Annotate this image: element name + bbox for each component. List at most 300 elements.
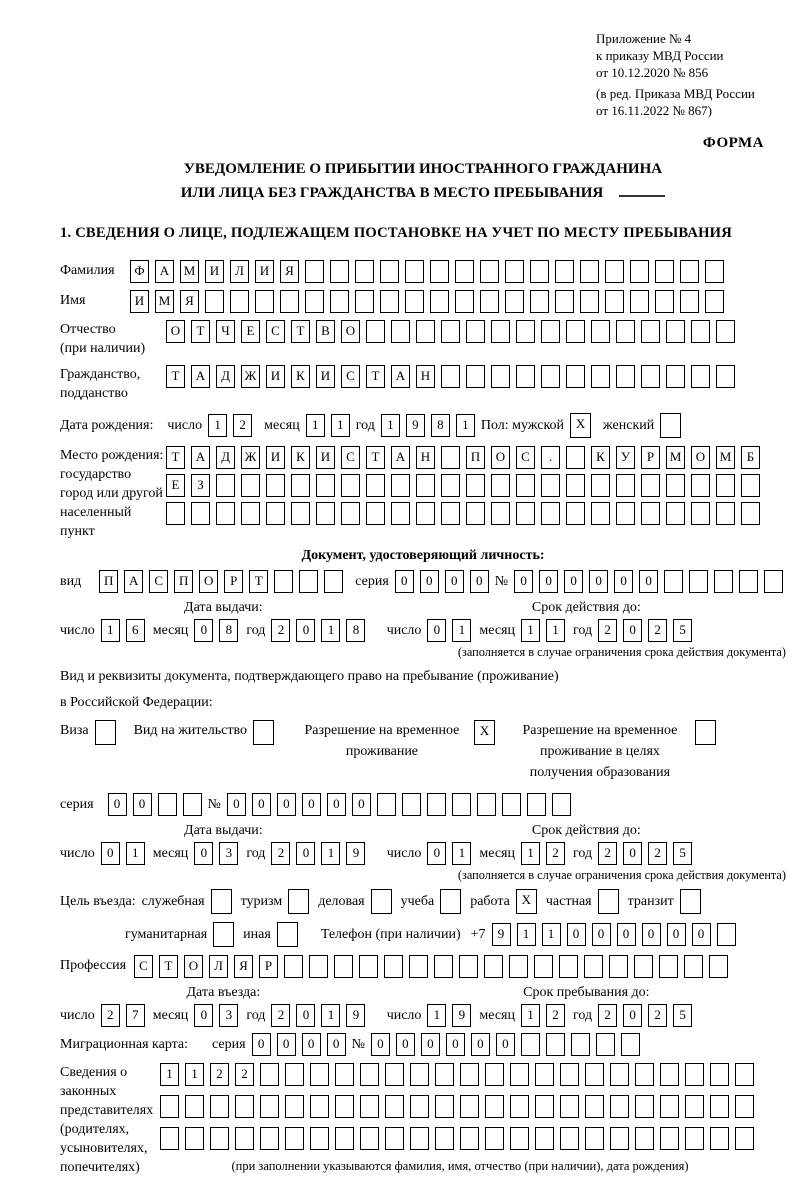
char-cell[interactable] (305, 260, 324, 283)
char-cell[interactable] (441, 365, 460, 388)
char-cell[interactable] (380, 290, 399, 313)
char-cell[interactable]: 3 (219, 1004, 238, 1027)
char-cell[interactable] (459, 955, 478, 978)
char-cell[interactable] (235, 1127, 254, 1150)
char-cell[interactable] (435, 1127, 454, 1150)
char-cell[interactable] (635, 1063, 654, 1086)
char-cell[interactable] (466, 320, 485, 343)
char-cell[interactable]: М (666, 446, 685, 469)
char-cell[interactable]: П (466, 446, 485, 469)
char-cell[interactable]: 0 (667, 923, 686, 946)
char-cell[interactable] (560, 1127, 579, 1150)
char-cell[interactable]: И (316, 365, 335, 388)
char-cell[interactable] (435, 1095, 454, 1118)
char-cell[interactable]: 2 (648, 1004, 667, 1027)
char-cell[interactable] (360, 1063, 379, 1086)
char-cell[interactable] (477, 793, 496, 816)
char-cell[interactable]: К (291, 365, 310, 388)
char-cell[interactable] (684, 955, 703, 978)
residence-permit-checkbox[interactable] (253, 720, 274, 745)
char-cell[interactable] (630, 290, 649, 313)
char-cell[interactable] (405, 260, 424, 283)
char-cell[interactable] (616, 320, 635, 343)
char-cell[interactable]: 1 (546, 619, 565, 642)
char-cell[interactable] (310, 1095, 329, 1118)
char-cell[interactable]: 2 (598, 619, 617, 642)
char-cell[interactable] (566, 320, 585, 343)
char-cell[interactable] (666, 502, 685, 525)
char-cell[interactable]: 0 (302, 1033, 321, 1056)
char-cell[interactable] (266, 474, 285, 497)
char-cell[interactable] (541, 502, 560, 525)
char-cell[interactable]: А (155, 260, 174, 283)
char-cell[interactable] (705, 290, 724, 313)
char-cell[interactable]: Н (416, 365, 435, 388)
char-cell[interactable]: 0 (514, 570, 533, 593)
char-cell[interactable] (735, 1127, 754, 1150)
char-cell[interactable] (605, 260, 624, 283)
char-cell[interactable]: 2 (546, 842, 565, 865)
char-cell[interactable]: 0 (396, 1033, 415, 1056)
char-cell[interactable]: Н (416, 446, 435, 469)
char-cell[interactable]: П (99, 570, 118, 593)
char-cell[interactable] (546, 1033, 565, 1056)
char-cell[interactable] (183, 793, 202, 816)
purpose-private-checkbox[interactable] (598, 889, 619, 914)
char-cell[interactable]: Т (291, 320, 310, 343)
char-cell[interactable] (555, 260, 574, 283)
char-cell[interactable]: 0 (327, 1033, 346, 1056)
char-cell[interactable] (391, 320, 410, 343)
char-cell[interactable] (585, 1127, 604, 1150)
char-cell[interactable] (305, 290, 324, 313)
char-cell[interactable] (541, 474, 560, 497)
char-cell[interactable]: 0 (623, 842, 642, 865)
char-cell[interactable] (510, 1095, 529, 1118)
char-cell[interactable]: Ж (241, 365, 260, 388)
char-cell[interactable]: 0 (539, 570, 558, 593)
char-cell[interactable] (585, 1095, 604, 1118)
temp-residence-checkbox[interactable]: X (474, 720, 495, 745)
char-cell[interactable] (635, 1127, 654, 1150)
purpose-transit-checkbox[interactable] (680, 889, 701, 914)
char-cell[interactable] (714, 570, 733, 593)
char-cell[interactable]: 0 (194, 1004, 213, 1027)
char-cell[interactable] (255, 290, 274, 313)
char-cell[interactable] (316, 502, 335, 525)
char-cell[interactable] (341, 502, 360, 525)
purpose-study-checkbox[interactable] (440, 889, 461, 914)
char-cell[interactable]: А (391, 365, 410, 388)
char-cell[interactable] (455, 290, 474, 313)
char-cell[interactable] (716, 365, 735, 388)
char-cell[interactable]: 1 (331, 414, 350, 437)
char-cell[interactable]: 1 (456, 414, 475, 437)
char-cell[interactable] (616, 474, 635, 497)
char-cell[interactable] (241, 502, 260, 525)
char-cell[interactable]: 0 (296, 842, 315, 865)
char-cell[interactable]: Ж (241, 446, 260, 469)
char-cell[interactable]: 0 (642, 923, 661, 946)
char-cell[interactable] (402, 793, 421, 816)
char-cell[interactable] (441, 446, 460, 469)
char-cell[interactable]: 9 (452, 1004, 471, 1027)
char-cell[interactable] (716, 502, 735, 525)
char-cell[interactable]: 0 (296, 1004, 315, 1027)
char-cell[interactable] (385, 1127, 404, 1150)
char-cell[interactable] (664, 570, 683, 593)
char-cell[interactable] (480, 290, 499, 313)
char-cell[interactable] (709, 955, 728, 978)
char-cell[interactable] (516, 502, 535, 525)
char-cell[interactable] (555, 290, 574, 313)
char-cell[interactable]: Д (216, 446, 235, 469)
char-cell[interactable]: 0 (614, 570, 633, 593)
char-cell[interactable]: Т (166, 446, 185, 469)
char-cell[interactable] (260, 1095, 279, 1118)
char-cell[interactable] (191, 502, 210, 525)
char-cell[interactable]: 2 (210, 1063, 229, 1086)
char-cell[interactable]: 0 (252, 1033, 271, 1056)
char-cell[interactable] (605, 290, 624, 313)
char-cell[interactable]: И (316, 446, 335, 469)
char-cell[interactable] (416, 502, 435, 525)
char-cell[interactable] (466, 365, 485, 388)
char-cell[interactable]: А (191, 365, 210, 388)
char-cell[interactable]: М (180, 260, 199, 283)
char-cell[interactable] (341, 474, 360, 497)
char-cell[interactable] (735, 1063, 754, 1086)
char-cell[interactable]: О (184, 955, 203, 978)
char-cell[interactable] (299, 570, 318, 593)
char-cell[interactable] (710, 1063, 729, 1086)
char-cell[interactable]: О (691, 446, 710, 469)
char-cell[interactable]: 0 (471, 1033, 490, 1056)
char-cell[interactable]: 0 (327, 793, 346, 816)
char-cell[interactable] (416, 474, 435, 497)
char-cell[interactable] (216, 502, 235, 525)
char-cell[interactable]: 2 (648, 842, 667, 865)
char-cell[interactable] (166, 502, 185, 525)
char-cell[interactable] (160, 1127, 179, 1150)
char-cell[interactable] (716, 320, 735, 343)
char-cell[interactable]: 2 (648, 619, 667, 642)
char-cell[interactable] (205, 290, 224, 313)
char-cell[interactable] (510, 1063, 529, 1086)
char-cell[interactable]: 0 (592, 923, 611, 946)
char-cell[interactable]: С (341, 446, 360, 469)
char-cell[interactable] (580, 260, 599, 283)
char-cell[interactable] (430, 290, 449, 313)
char-cell[interactable] (485, 1095, 504, 1118)
char-cell[interactable]: 9 (346, 842, 365, 865)
char-cell[interactable]: Л (230, 260, 249, 283)
char-cell[interactable] (741, 502, 760, 525)
char-cell[interactable] (324, 570, 343, 593)
char-cell[interactable]: 1 (208, 414, 227, 437)
char-cell[interactable] (641, 474, 660, 497)
char-cell[interactable] (560, 1095, 579, 1118)
char-cell[interactable]: . (541, 446, 560, 469)
char-cell[interactable] (355, 260, 374, 283)
char-cell[interactable]: 1 (306, 414, 325, 437)
char-cell[interactable] (460, 1063, 479, 1086)
char-cell[interactable] (335, 1127, 354, 1150)
char-cell[interactable] (185, 1095, 204, 1118)
char-cell[interactable] (580, 290, 599, 313)
char-cell[interactable] (716, 474, 735, 497)
char-cell[interactable] (535, 1095, 554, 1118)
char-cell[interactable] (366, 502, 385, 525)
char-cell[interactable] (591, 502, 610, 525)
char-cell[interactable]: 1 (452, 842, 471, 865)
purpose-official-checkbox[interactable] (211, 889, 232, 914)
char-cell[interactable]: Т (159, 955, 178, 978)
char-cell[interactable]: Т (166, 365, 185, 388)
char-cell[interactable]: С (266, 320, 285, 343)
char-cell[interactable] (284, 955, 303, 978)
char-cell[interactable] (764, 570, 783, 593)
gender-female-checkbox[interactable] (660, 413, 681, 438)
char-cell[interactable] (377, 793, 396, 816)
char-cell[interactable] (335, 1063, 354, 1086)
char-cell[interactable] (366, 474, 385, 497)
char-cell[interactable] (596, 1033, 615, 1056)
char-cell[interactable] (260, 1063, 279, 1086)
char-cell[interactable]: 0 (108, 793, 127, 816)
char-cell[interactable] (484, 955, 503, 978)
char-cell[interactable]: К (591, 446, 610, 469)
char-cell[interactable]: Т (249, 570, 268, 593)
char-cell[interactable] (310, 1127, 329, 1150)
char-cell[interactable]: 0 (194, 842, 213, 865)
char-cell[interactable]: О (199, 570, 218, 593)
char-cell[interactable] (510, 1127, 529, 1150)
char-cell[interactable] (466, 502, 485, 525)
char-cell[interactable]: О (341, 320, 360, 343)
char-cell[interactable] (655, 290, 674, 313)
char-cell[interactable] (485, 1127, 504, 1150)
char-cell[interactable] (385, 1063, 404, 1086)
char-cell[interactable] (616, 502, 635, 525)
char-cell[interactable] (505, 290, 524, 313)
char-cell[interactable]: 0 (617, 923, 636, 946)
char-cell[interactable] (621, 1033, 640, 1056)
char-cell[interactable] (685, 1063, 704, 1086)
char-cell[interactable]: М (716, 446, 735, 469)
char-cell[interactable] (609, 955, 628, 978)
char-cell[interactable] (710, 1095, 729, 1118)
char-cell[interactable] (409, 955, 428, 978)
char-cell[interactable]: 0 (446, 1033, 465, 1056)
char-cell[interactable]: 0 (623, 619, 642, 642)
char-cell[interactable] (535, 1063, 554, 1086)
char-cell[interactable]: 0 (692, 923, 711, 946)
char-cell[interactable]: Б (741, 446, 760, 469)
char-cell[interactable]: Т (366, 446, 385, 469)
char-cell[interactable]: 8 (219, 619, 238, 642)
char-cell[interactable] (717, 923, 736, 946)
char-cell[interactable] (680, 260, 699, 283)
char-cell[interactable] (384, 955, 403, 978)
char-cell[interactable]: Р (641, 446, 660, 469)
char-cell[interactable]: Ф (130, 260, 149, 283)
char-cell[interactable]: 1 (185, 1063, 204, 1086)
char-cell[interactable] (480, 260, 499, 283)
visa-checkbox[interactable] (95, 720, 116, 745)
char-cell[interactable] (491, 502, 510, 525)
char-cell[interactable] (291, 474, 310, 497)
char-cell[interactable]: 9 (492, 923, 511, 946)
char-cell[interactable]: 2 (271, 842, 290, 865)
char-cell[interactable] (710, 1127, 729, 1150)
char-cell[interactable] (266, 502, 285, 525)
char-cell[interactable] (158, 793, 177, 816)
char-cell[interactable]: С (341, 365, 360, 388)
char-cell[interactable]: 1 (126, 842, 145, 865)
char-cell[interactable] (285, 1127, 304, 1150)
char-cell[interactable] (260, 1127, 279, 1150)
char-cell[interactable] (516, 320, 535, 343)
char-cell[interactable] (491, 320, 510, 343)
char-cell[interactable] (591, 320, 610, 343)
char-cell[interactable] (274, 570, 293, 593)
char-cell[interactable]: И (255, 260, 274, 283)
char-cell[interactable]: 0 (421, 1033, 440, 1056)
char-cell[interactable] (705, 260, 724, 283)
char-cell[interactable] (410, 1063, 429, 1086)
char-cell[interactable] (527, 793, 546, 816)
char-cell[interactable] (441, 502, 460, 525)
char-cell[interactable] (441, 474, 460, 497)
char-cell[interactable]: 0 (427, 619, 446, 642)
char-cell[interactable]: 0 (623, 1004, 642, 1027)
char-cell[interactable] (391, 474, 410, 497)
char-cell[interactable] (460, 1095, 479, 1118)
char-cell[interactable] (310, 1063, 329, 1086)
char-cell[interactable] (330, 290, 349, 313)
char-cell[interactable] (460, 1127, 479, 1150)
char-cell[interactable]: А (391, 446, 410, 469)
char-cell[interactable]: 0 (302, 793, 321, 816)
char-cell[interactable]: 2 (235, 1063, 254, 1086)
char-cell[interactable] (552, 793, 571, 816)
char-cell[interactable] (210, 1095, 229, 1118)
char-cell[interactable]: А (191, 446, 210, 469)
char-cell[interactable]: 1 (542, 923, 561, 946)
char-cell[interactable] (509, 955, 528, 978)
char-cell[interactable]: 2 (271, 1004, 290, 1027)
char-cell[interactable] (335, 1095, 354, 1118)
char-cell[interactable] (285, 1063, 304, 1086)
char-cell[interactable] (534, 955, 553, 978)
char-cell[interactable]: Я (234, 955, 253, 978)
char-cell[interactable] (441, 320, 460, 343)
char-cell[interactable] (410, 1127, 429, 1150)
char-cell[interactable]: 0 (589, 570, 608, 593)
char-cell[interactable]: 9 (406, 414, 425, 437)
char-cell[interactable]: 0 (227, 793, 246, 816)
char-cell[interactable] (571, 1033, 590, 1056)
char-cell[interactable] (230, 290, 249, 313)
char-cell[interactable]: 0 (639, 570, 658, 593)
char-cell[interactable] (559, 955, 578, 978)
char-cell[interactable] (739, 570, 758, 593)
char-cell[interactable]: Е (241, 320, 260, 343)
char-cell[interactable]: И (205, 260, 224, 283)
char-cell[interactable]: О (491, 446, 510, 469)
char-cell[interactable] (566, 365, 585, 388)
char-cell[interactable]: К (291, 446, 310, 469)
char-cell[interactable] (405, 290, 424, 313)
char-cell[interactable] (660, 1127, 679, 1150)
char-cell[interactable] (691, 320, 710, 343)
char-cell[interactable] (541, 320, 560, 343)
char-cell[interactable] (410, 1095, 429, 1118)
char-cell[interactable] (435, 1063, 454, 1086)
char-cell[interactable]: 7 (126, 1004, 145, 1027)
char-cell[interactable] (185, 1127, 204, 1150)
char-cell[interactable]: А (124, 570, 143, 593)
char-cell[interactable] (741, 474, 760, 497)
char-cell[interactable] (360, 1127, 379, 1150)
char-cell[interactable]: Я (280, 260, 299, 283)
char-cell[interactable] (516, 365, 535, 388)
char-cell[interactable] (541, 365, 560, 388)
char-cell[interactable]: 0 (101, 842, 120, 865)
char-cell[interactable] (285, 1095, 304, 1118)
char-cell[interactable] (689, 570, 708, 593)
char-cell[interactable]: П (174, 570, 193, 593)
char-cell[interactable]: С (516, 446, 535, 469)
char-cell[interactable] (584, 955, 603, 978)
char-cell[interactable]: З (191, 474, 210, 497)
char-cell[interactable] (660, 1063, 679, 1086)
char-cell[interactable] (666, 320, 685, 343)
char-cell[interactable]: 2 (101, 1004, 120, 1027)
char-cell[interactable] (610, 1063, 629, 1086)
char-cell[interactable]: 0 (371, 1033, 390, 1056)
char-cell[interactable]: Л (209, 955, 228, 978)
char-cell[interactable]: 5 (673, 619, 692, 642)
char-cell[interactable] (685, 1127, 704, 1150)
char-cell[interactable]: 1 (160, 1063, 179, 1086)
char-cell[interactable]: 1 (321, 842, 340, 865)
char-cell[interactable] (309, 955, 328, 978)
purpose-business-checkbox[interactable] (371, 889, 392, 914)
char-cell[interactable]: 1 (101, 619, 120, 642)
char-cell[interactable] (391, 502, 410, 525)
char-cell[interactable]: 0 (420, 570, 439, 593)
char-cell[interactable]: 0 (445, 570, 464, 593)
char-cell[interactable] (666, 365, 685, 388)
char-cell[interactable] (491, 365, 510, 388)
char-cell[interactable]: 0 (567, 923, 586, 946)
char-cell[interactable]: 2 (271, 619, 290, 642)
char-cell[interactable] (334, 955, 353, 978)
char-cell[interactable] (610, 1127, 629, 1150)
char-cell[interactable]: 0 (470, 570, 489, 593)
char-cell[interactable]: 8 (346, 619, 365, 642)
char-cell[interactable] (210, 1127, 229, 1150)
char-cell[interactable] (680, 290, 699, 313)
char-cell[interactable] (241, 474, 260, 497)
char-cell[interactable] (630, 260, 649, 283)
char-cell[interactable]: 0 (395, 570, 414, 593)
char-cell[interactable]: 8 (431, 414, 450, 437)
char-cell[interactable] (610, 1095, 629, 1118)
char-cell[interactable]: М (155, 290, 174, 313)
